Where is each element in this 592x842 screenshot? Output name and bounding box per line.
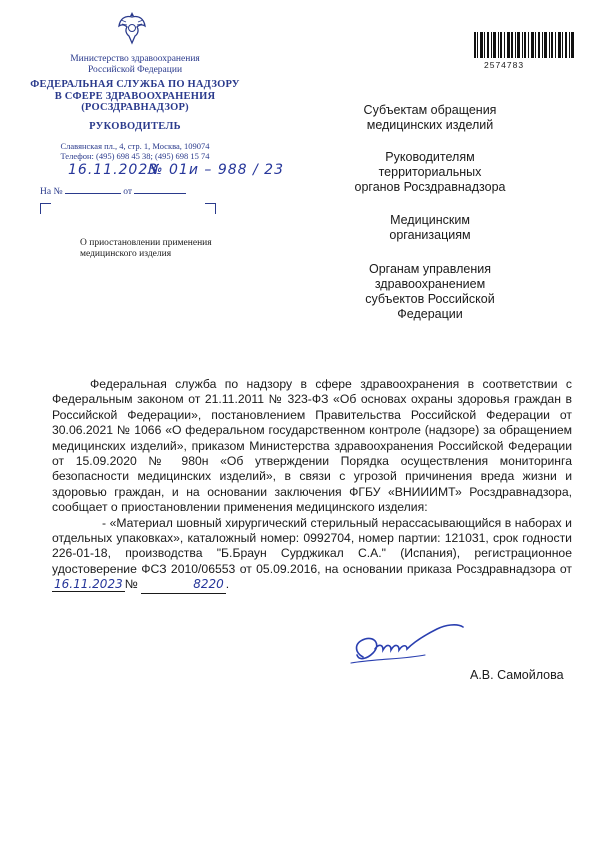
subject-bracket-right <box>205 203 216 214</box>
outgoing-date: 16.11.2023 <box>68 162 159 178</box>
order-date: 16.11.2023 <box>54 577 123 592</box>
head-title: РУКОВОДИТЕЛЬ <box>89 121 181 132</box>
addressee-block: Органам управления здравоохранением субъектов Российской Федерации <box>365 262 495 321</box>
letter-subject: О приостановлении применения медицинского изделия <box>80 238 212 259</box>
barcode-icon <box>474 32 574 58</box>
reference-number-line <box>65 184 121 194</box>
handwritten-signature <box>345 615 475 670</box>
reference-date-line <box>134 184 186 194</box>
coat-of-arms-icon <box>117 10 147 46</box>
device-item-paragraph: - «Материал шовный хирургический стерильный нерассасывающийся в наборах и отдельных упаковках», каталожный номер: 0992704, номер партии: 121031, срок годности 226-01-18, производства "Б.Браун Сурджикал С.А." (Испания), регистрационное удостоверение ФСЗ 2010/06553 от 05.09.2016, на основании приказа Росздравнадзора от 16.11.2023 № 8220 . <box>52 516 572 594</box>
reference-row: На № от <box>40 184 186 197</box>
service-name: ФЕДЕРАЛЬНАЯ СЛУЖБА ПО НАДЗОРУ В СФЕРЕ ЗДРАВООХРАНЕНИЯ (РОСЗДРАВНАДЗОР) <box>30 79 240 113</box>
signer-name: А.В. Самойлова <box>470 668 564 682</box>
addressee-block: Субъектам обращения медицинских изделий <box>363 103 497 132</box>
outgoing-number: № 01и – 988 / 23 <box>148 162 284 178</box>
body-paragraph: Федеральная служба по надзору в сфере здравоохранения в соответствии с Федеральным законом от 21.11.2011 № 323-ФЗ «Об основах охраны здоровья граждан в Российской Федерации», постановлением Правительства Российской Федерации от 30.06.2021 № 1066 «О федеральном государственном контроле (надзоре) за обращением медицинских изделий», приказом Министерства здравоохранения Российской Федерации от 15.09.2020 № 980н «Об утверждении Порядка осуществления мониторинга безопасности медицинских изделий», в связи с угрозой причинения вреда жизни и здоровью граждан, и на основании заключения ФГБУ «ВНИИИМТ» Росздравнадзора, сообщает о приостановлении применения медицинского изделия: <box>52 377 572 515</box>
letter-body <box>52 377 572 594</box>
ministry-name: Министерство здравоохранения Российской Федерации <box>70 54 200 75</box>
service-address: Славянская пл., 4, стр. 1, Москва, 109074 Телефон: (495) 698 45 38; (495) 698 15 74 <box>60 141 210 161</box>
order-number: 8220 <box>141 577 226 593</box>
subject-bracket-left <box>40 203 51 214</box>
addressee-block: Медицинским организациям <box>389 213 471 242</box>
barcode-number: 2574783 <box>484 60 525 70</box>
addressee-block: Руководителям территориальных органов Росздравнадзора <box>354 150 506 194</box>
